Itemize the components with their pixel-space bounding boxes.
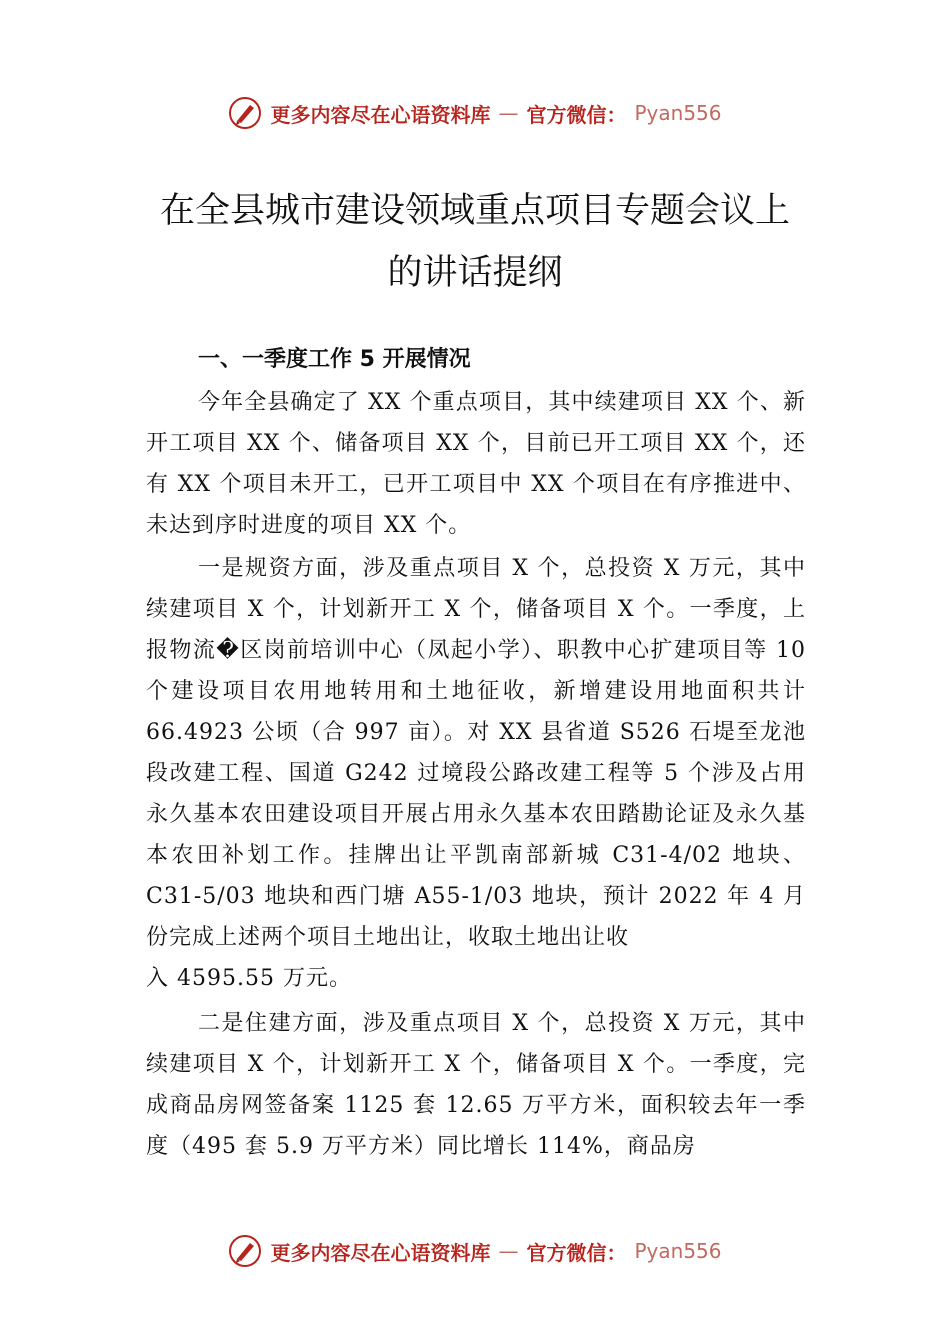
watermark-wechat-label: 官方微信： [526, 1240, 627, 1265]
watermark-main-text: 更多内容尽在心语资料库 [270, 1240, 491, 1265]
title-line-1: 在全县城市建设领域重点项目专题会议上 [159, 191, 790, 231]
watermark-separator: — [498, 101, 519, 125]
paragraph-planning-resources: 一是规资方面，涉及重点项目 X 个，总投资 X 万元，其中续建项目 X 个，计划新开工 X 个，储备项目 X 个。一季度，上报物流�区岗前培训中心（凤起小学）、职教中心扩建项目等 10 个建设项目农用地转用和土地征收，新增建设用地面积共计 66.4923 公顷（合 997 亩）。对 XX 县省道 S526 石堤至龙池段改建工程、国道 G242 过境段公路改建工程等 5 个涉及占用永久基本农田建设项目开展占用永久基本农田踏勘论证及永久基本农田补划工作。挂牌出让平凯南部新城 C31-4/02 地块、C31-5/03 地块和西门塘 A55-1/03 地块，预计 2022 年 4 月份完成上述两个项目土地出让，收取土地出让收 [146, 556, 806, 950]
title-line-2: 的讲话提纲 [387, 253, 563, 293]
pen-logo-icon [228, 1234, 262, 1268]
pen-logo-icon [228, 96, 262, 130]
paragraph-overview: 今年全县确定了 XX 个重点项目，其中续建项目 XX 个、新开工项目 XX 个、储备项目 XX 个，目前已开工项目 XX 个，还有 XX 个项目未开工，已开工项目中 XX 个项目在有序推进中、未达到序时进度的项目 XX 个。 [146, 390, 806, 538]
watermark-footer [0, 1234, 950, 1268]
document-body [146, 338, 806, 1167]
paragraph-housing-construction: 二是住建方面，涉及重点项目 X 个，总投资 X 万元，其中续建项目 X 个，计划新开工 X 个，储备项目 X 个。一季度，完成商品房网签备案 1125 套 12.65 万平方米，面积较去年一季度（495 套 5.9 万平方米）同比增长 114%，商品房 [146, 1011, 806, 1159]
watermark-wechat-id: Pyan556 [634, 101, 722, 125]
paragraph-planning-resources-cont: 入 4595.55 万元。 [146, 966, 352, 991]
watermark-separator: — [498, 1239, 519, 1263]
watermark-wechat-label: 官方微信： [526, 102, 627, 127]
watermark-wechat-id: Pyan556 [634, 1239, 722, 1263]
document-title [0, 180, 950, 304]
watermark-header [0, 96, 950, 130]
watermark-main-text: 更多内容尽在心语资料库 [270, 102, 491, 127]
section-heading: 一、一季度工作 5 开展情况 [198, 347, 471, 372]
